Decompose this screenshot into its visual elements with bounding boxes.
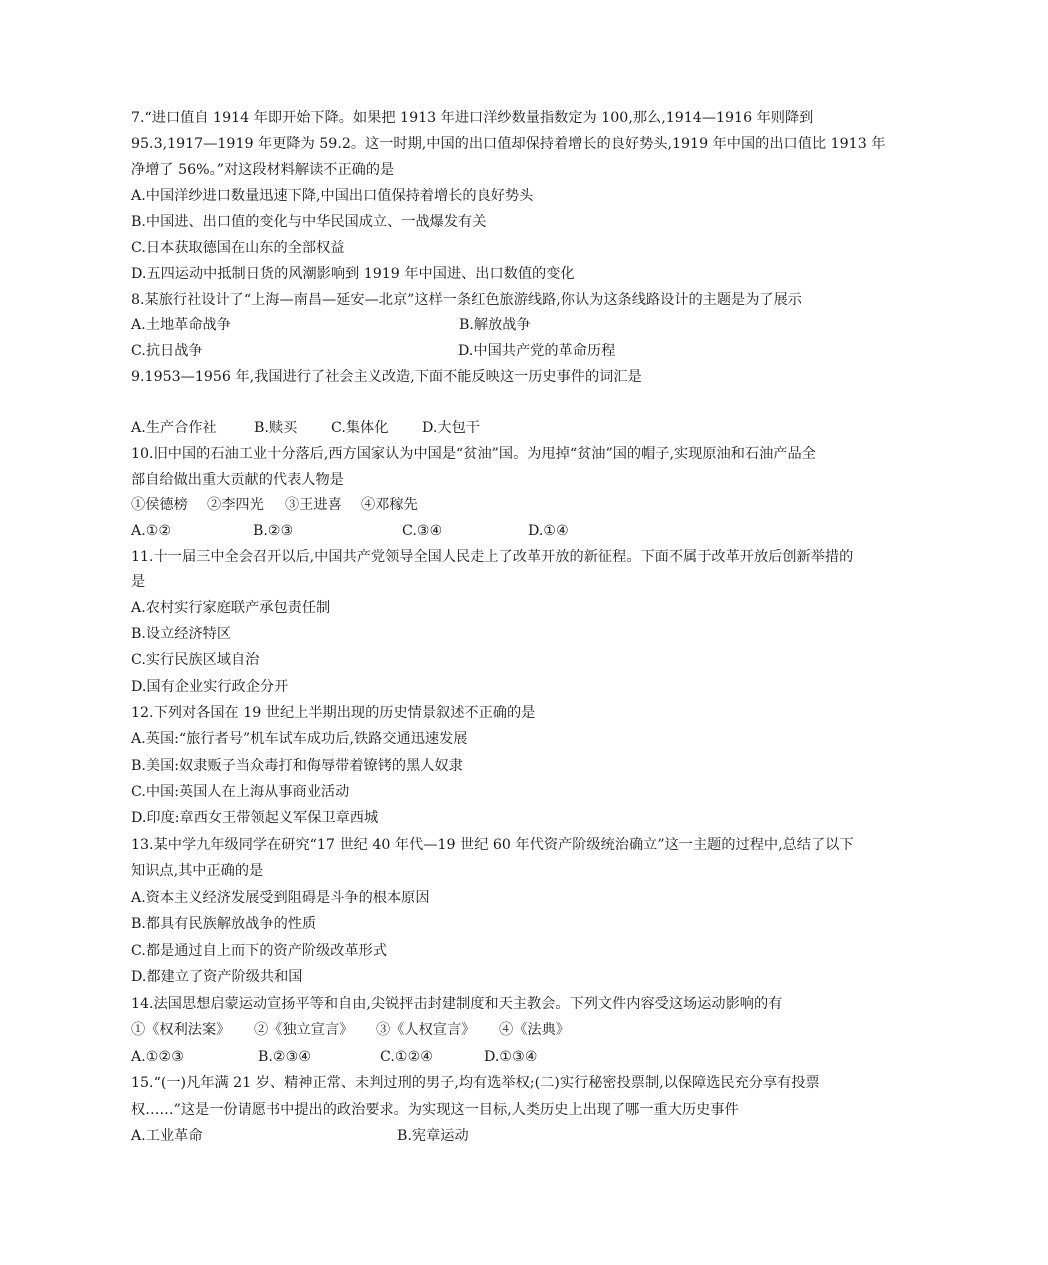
q11-option-b: B.设立经济特区 [131,626,232,642]
q13-stem-line1: 13.某中学九年级同学在研究“17 世纪 40 年代—19 世纪 60 年代资产阶级统治确立”这一主题的过程中,总结了以下 [131,837,854,853]
q10-option-c: C.③④ [402,523,443,539]
q15-stem-line1: 15.“(一)凡年满 21 岁、精神正常、未判过刑的男子,均有选举权;(二)实行秘密投票制,以保障选民充分享有投票 [131,1075,820,1091]
q11-option-d: D.国有企业实行政企分开 [131,679,289,695]
q7-option-b: B.中国进、出口值的变化与中华民国成立、一战爆发有关 [131,214,487,230]
q9-option-a: A.生产合作社 [131,420,217,436]
q15-stem-line2: 权……”这是一份请愿书中提出的政治要求。为实现这一目标,人类历史上出现了哪一重大历史事件 [131,1102,739,1118]
q15-option-b: B.宪章运动 [397,1128,469,1144]
q13-option-a: A.资本主义经济发展受到阻碍是斗争的根本原因 [131,890,430,906]
q11-option-c: C.实行民族区域自治 [131,652,260,668]
q12-option-c: C.中国:英国人在上海从事商业活动 [131,784,350,800]
q14-option-d: D.①③④ [484,1049,538,1065]
q10-option-b: B.②③ [253,523,294,539]
q8-option-d: D.中国共产党的革命历程 [458,343,616,359]
q10-item-4: ④邓稼先 [361,497,418,513]
q9-option-d: D.大包干 [422,420,480,436]
q8-option-c: C.抗日战争 [131,343,203,359]
q7-option-a: A.中国洋纱进口数量迅速下降,中国出口值保持着增长的良好势头 [131,188,534,204]
q9-option-b: B.赎买 [254,420,298,436]
q10-item-3: ③王进喜 [285,497,342,513]
q10-option-d: D.①④ [528,523,569,539]
q11-stem-line1: 11.十一届三中全会召开以后,中国共产党领导全国人民走上了改革开放的新征程。下面不属于改革开放后创新举措的 [131,549,854,565]
q7-option-c: C.日本获取德国在山东的全部权益 [131,240,345,256]
q8-stem-line1: 8.某旅行社设计了“上海—南昌—延安—北京”这样一条红色旅游线路,你认为这条线路设计的主题是为了展示 [131,292,802,308]
q11-stem-line2: 是 [131,574,146,590]
q14-item-1: ①《权利法案》 [131,1022,231,1038]
q10-option-a: A.①② [131,523,172,539]
q9-stem-line1: 9.1953—1956 年,我国进行了社会主义改造,下面不能反映这一历史事件的词汇是 [131,369,642,385]
q11-option-a: A.农村实行家庭联产承包责任制 [131,600,331,616]
q15-option-a: A.工业革命 [131,1128,203,1144]
q13-stem-line2: 知识点,其中正确的是 [131,863,264,879]
q14-option-b: B.②③④ [258,1049,312,1065]
q9-option-c: C.集体化 [331,420,389,436]
q14-stem-line1: 14.法国思想启蒙运动宣扬平等和自由,尖锐抨击封建制度和天主教会。下列文件内容受这场运动影响的有 [131,996,783,1012]
q13-option-d: D.都建立了资产阶级共和国 [131,969,303,985]
q14-item-2: ②《独立宣言》 [254,1022,354,1038]
q13-option-b: B.都具有民族解放战争的性质 [131,916,317,932]
q12-option-b: B.美国:奴隶贩子当众毒打和侮辱带着镣铐的黑人奴隶 [131,758,463,774]
q10-item-2: ②李四光 [207,497,264,513]
q10-stem-line2: 部自给做出重大贡献的代表人物是 [131,472,344,488]
q14-item-3: ③《人权宣言》 [376,1022,476,1038]
q10-stem-line1: 10.旧中国的石油工业十分落后,西方国家认为中国是“贫油”国。为甩掉“贫油”国的帽子,实现原油和石油产品全 [131,446,816,462]
q7-stem-line3: 净增了 56%。”对这段材料解读不正确的是 [131,162,395,178]
q13-option-c: C.都是通过自上而下的资产阶级改革形式 [131,943,388,959]
q12-option-a: A.英国:“旅行者号”机车试车成功后,铁路交通迅速发展 [131,731,468,747]
q7-stem-line1: 7.“进口值自 1914 年即开始下降。如果把 1913 年进口洋纱数量指数定为 100,那么,1914—1916 年则降到 [131,110,814,126]
q14-item-4: ④《法典》 [499,1022,570,1038]
q7-stem-line2: 95.3,1917—1919 年更降为 59.2。这一时期,中国的出口值却保持着增长的良好势头,1919 年中国的出口值比 1913 年 [131,136,886,152]
q14-option-c: C.①②④ [380,1049,434,1065]
q10-item-1: ①侯德榜 [131,497,188,513]
q14-option-a: A.①②③ [131,1049,184,1065]
q12-stem-line1: 12.下列对各国在 19 世纪上半期出现的历史情景叙述不正确的是 [131,705,536,721]
q8-option-b: B.解放战争 [459,317,531,333]
q8-option-a: A.土地革命战争 [131,317,231,333]
q12-option-d: D.印度:章西女王带领起义军保卫章西城 [131,810,379,826]
q7-option-d: D.五四运动中抵制日货的风潮影响到 1919 年中国进、出口数值的变化 [131,266,575,282]
